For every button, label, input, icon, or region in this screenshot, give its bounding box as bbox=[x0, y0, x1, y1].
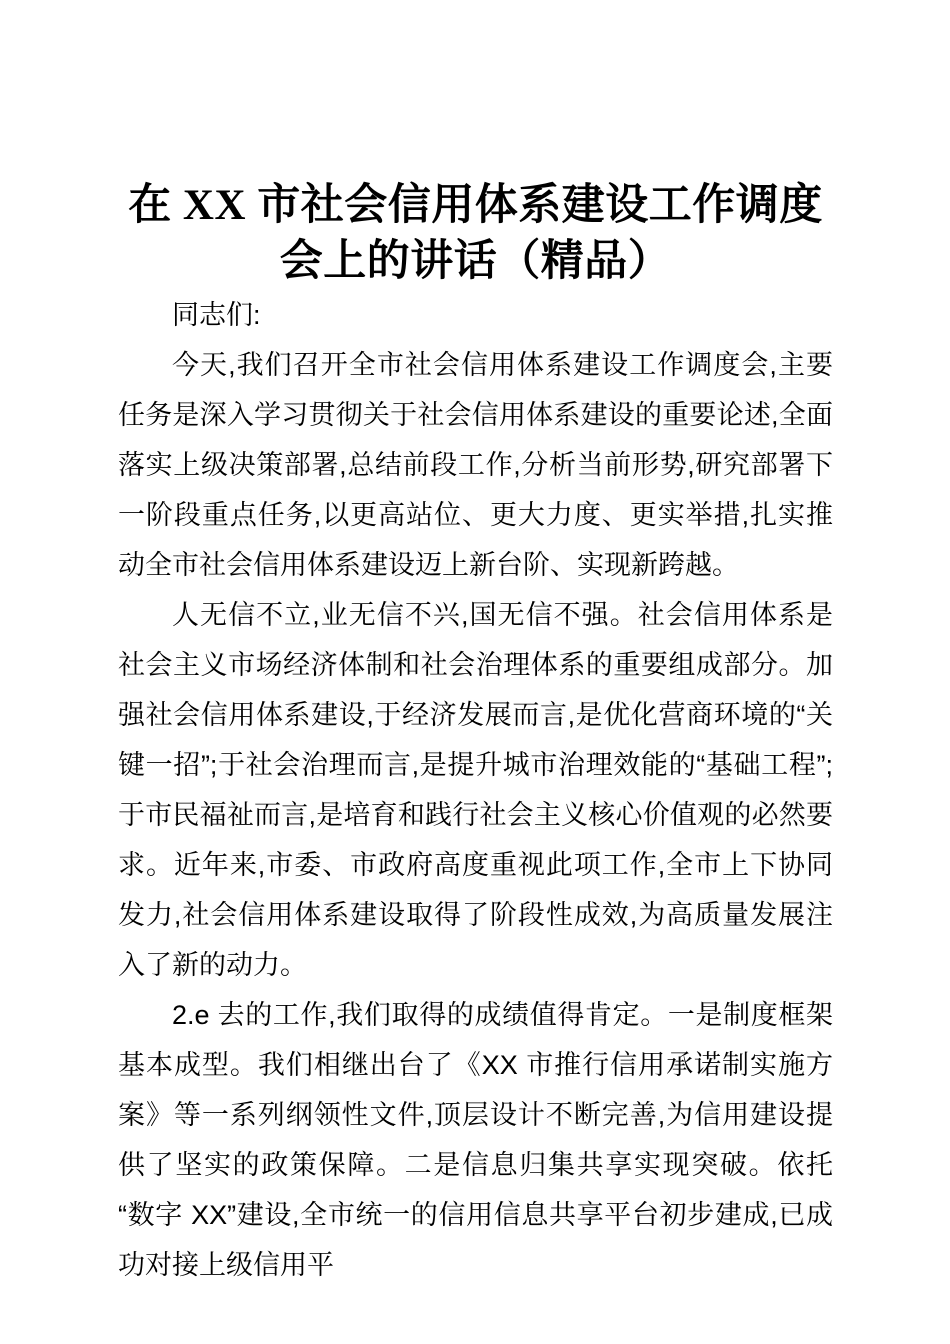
document-body bbox=[118, 290, 833, 1290]
paragraph: 今天,我们召开全市社会信用体系建设工作调度会,主要任务是深入学习贯彻关于社会信用体系建设的重要论述,全面落实上级决策部署,总结前段工作,分析当前形势,研究部署下一阶段重点任务,以更高站位、更大力度、更实举措,扎实推动全市社会信用体系建设迈上新台阶、实现新跨越。 bbox=[118, 350, 833, 580]
paragraph: 2.e 去的工作,我们取得的成绩值得肯定。一是制度框架基本成型。我们相继出台了《XX 市推行信用承诺制实施方案》等一系列纲领性文件,顶层设计不断完善,为信用建设提供了坚实的政策保障。二是信息归集共享实现突破。依托 “数字 XX”建设,全市统一的信用信息共享平台初步建成,已成功对接上级信用平 bbox=[118, 1000, 833, 1280]
document-title: 在 XX 市社会信用体系建设工作调度会上的讲话（精品） bbox=[128, 182, 823, 285]
paragraph-salutation: 同志们: bbox=[172, 300, 261, 330]
paragraph: 人无信不立,业无信不兴,国无信不强。社会信用体系是社会主义市场经济体制和社会治理体系的重要组成部分。加强社会信用体系建设,于经济发展而言,是优化营商环境的“关键一招”;于社会治理而言,是提升城市治理效能的“基础工程”;于市民福祉而言,是培育和践行社会主义核心价值观的必然要求。近年来,市委、市政府高度重视此项工作,全市上下协同发力,社会信用体系建设取得了阶段性成效,为高质量发展注入了新的动力。 bbox=[118, 600, 833, 980]
